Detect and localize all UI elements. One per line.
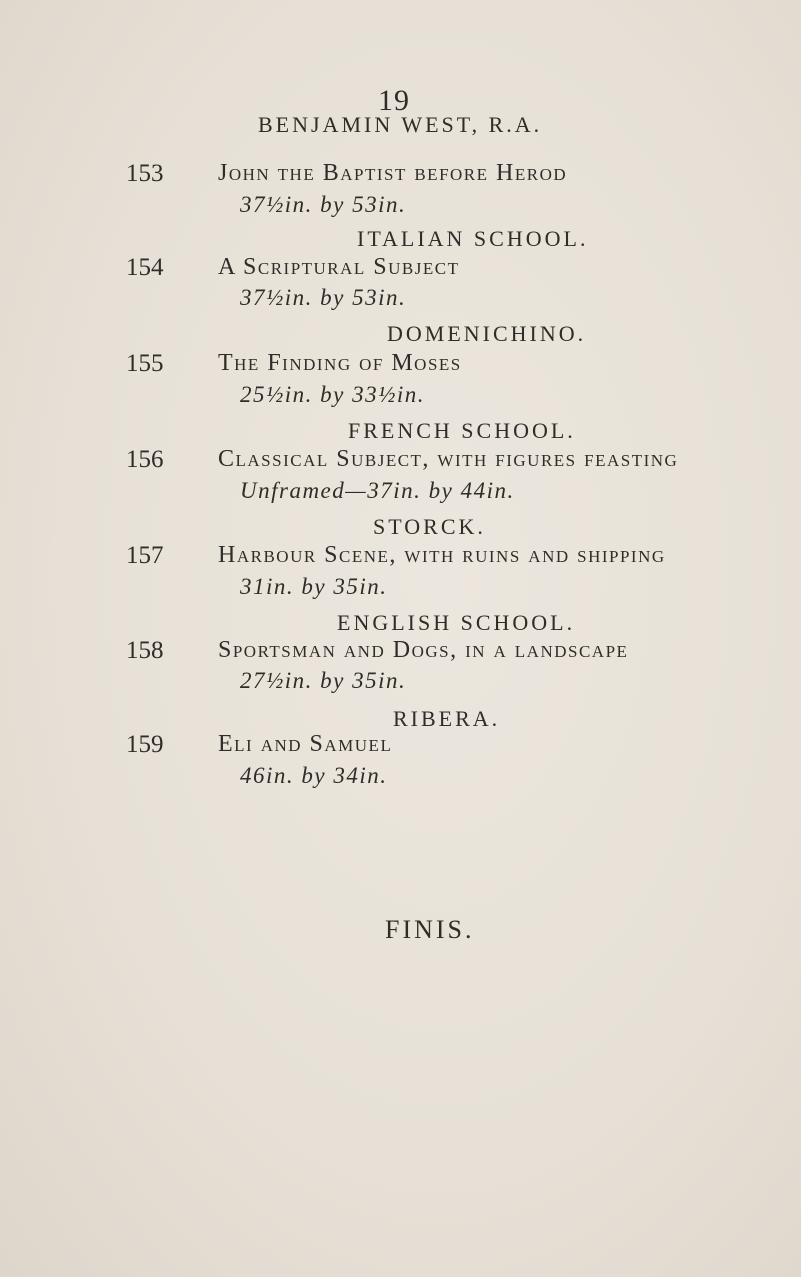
lot-title: Eli and Samuel xyxy=(218,731,393,757)
lot-dimensions: 37½in. by 53in. xyxy=(240,192,407,217)
school-heading: ITALIAN SCHOOL. xyxy=(357,226,589,251)
lot-dimensions: 31in. by 35in. xyxy=(240,574,388,599)
lot-dimensions: 46in. by 34in. xyxy=(240,763,388,788)
lot-title xyxy=(218,446,678,473)
lot-dimensions: 27½in. by 35in. xyxy=(240,668,407,693)
lot-title: Sportsman and Dogs, in a landscape xyxy=(218,637,629,663)
artist-heading: STORCK. xyxy=(373,514,486,539)
lot-number: 159 xyxy=(126,731,164,758)
lot-dimensions: Unframed—37in. by 44in. xyxy=(240,478,515,503)
lot-dimensions: 25½in. by 33½in. xyxy=(240,382,425,407)
school-heading: ENGLISH SCHOOL. xyxy=(337,610,576,635)
lot-dimensions: 37½in. by 53in. xyxy=(240,285,407,310)
lot-number: 157 xyxy=(126,542,164,569)
school-heading: FRENCH SCHOOL. xyxy=(348,418,576,443)
lot-title: John the Baptist before Herod xyxy=(218,160,568,186)
closing-word: FINIS. xyxy=(385,915,475,944)
lot-number: 155 xyxy=(126,350,164,377)
lot-title: The Finding of Moses xyxy=(218,350,462,376)
lot-title: A Scriptural Subject xyxy=(218,254,460,280)
page-number: 19 xyxy=(378,84,410,117)
artist-heading: BENJAMIN WEST, R.A. xyxy=(258,112,543,137)
lot-title-text: Classical Subject, with figures feasting xyxy=(218,446,679,472)
artist-heading: RIBERA. xyxy=(393,706,501,731)
lot-number: 158 xyxy=(126,637,164,664)
lot-number: 154 xyxy=(126,254,164,281)
lot-title: Harbour Scene, with ruins and shipping xyxy=(218,542,666,568)
lot-number: 153 xyxy=(126,160,164,187)
artist-heading: DOMENICHINO. xyxy=(387,321,587,346)
lot-number: 156 xyxy=(126,446,164,473)
